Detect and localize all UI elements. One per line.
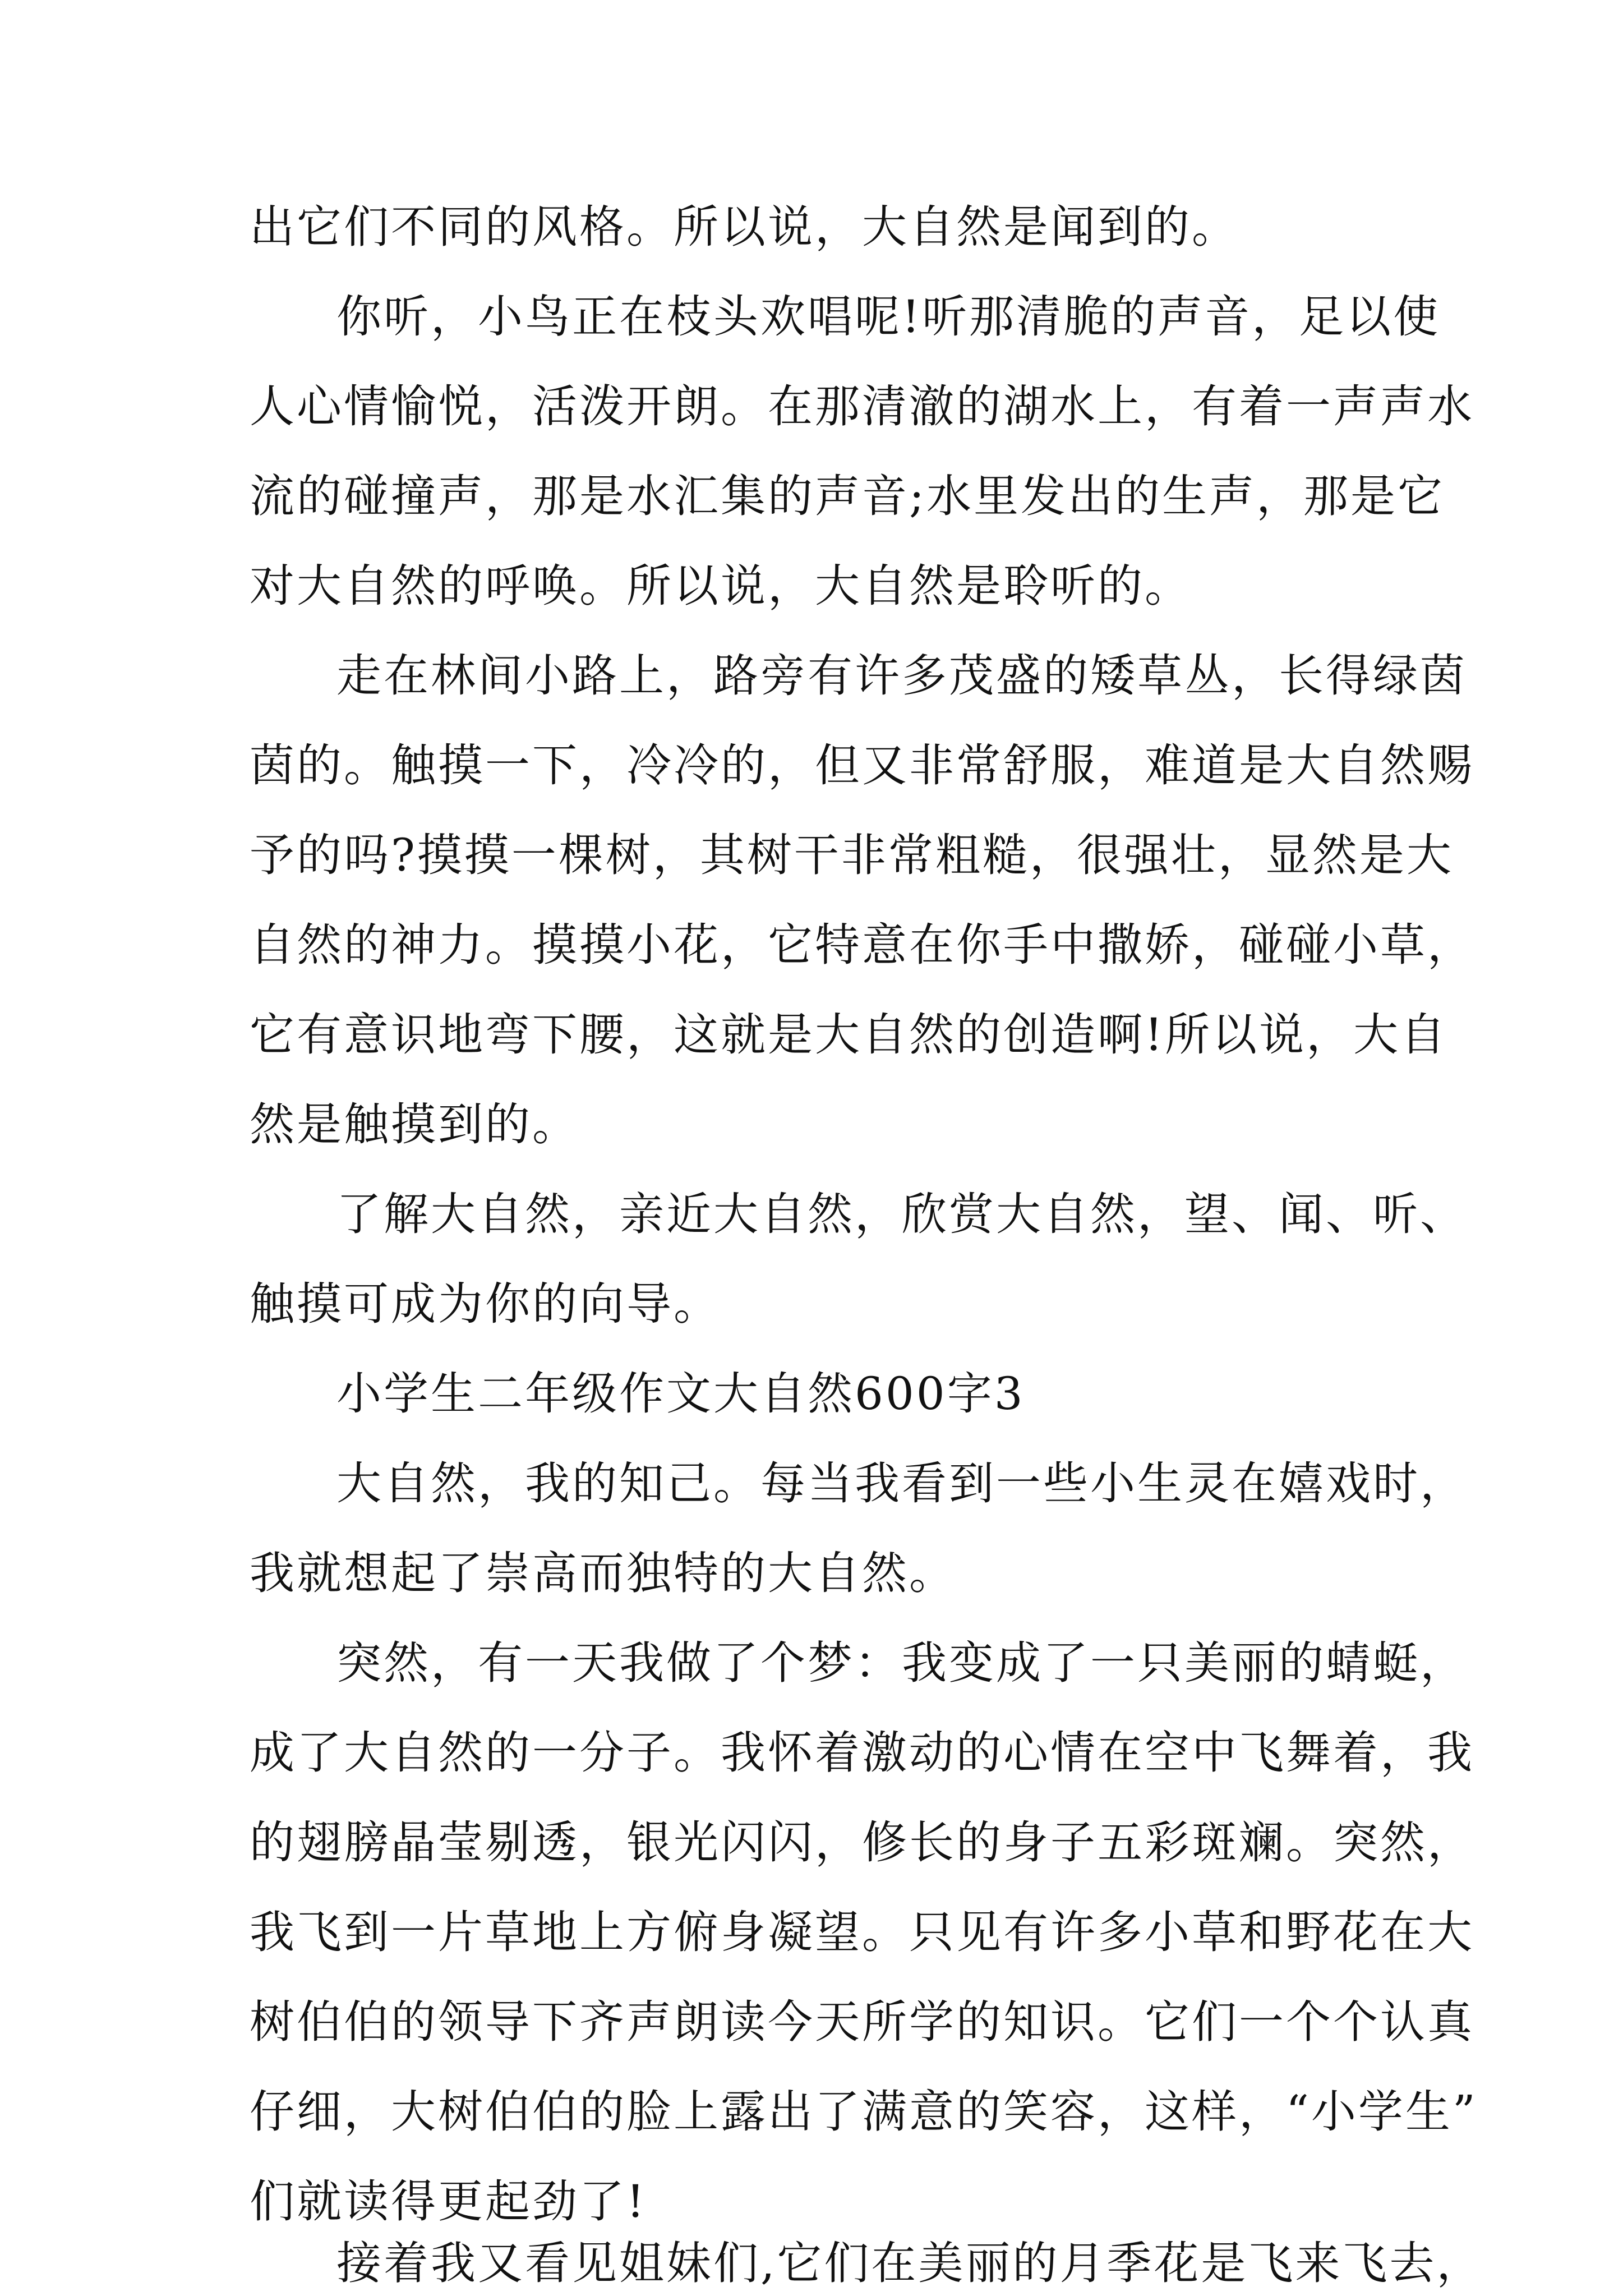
text-line: 的翅膀晶莹剔透，银光闪闪，修长的身子五彩斑斓。突然，	[250, 1816, 1474, 1869]
text-line: 茵的。触摸一下，冷冷的，但又非常舒服，难道是大自然赐	[250, 739, 1474, 792]
text-line: 我就想起了崇高而独特的大自然。	[250, 1547, 956, 1599]
paragraph-first-line: 走在林间小路上，路旁有许多茂盛的矮草丛，长得绿茵	[336, 650, 1467, 702]
text-line: 们就读得更起劲了!	[250, 2175, 647, 2228]
paragraph-first-line: 你听，小鸟正在枝头欢唱呢!听那清脆的声音，足以使	[336, 291, 1441, 343]
text-line: 流的碰撞声，那是水汇集的声音;水里发出的生声，那是它	[250, 470, 1445, 522]
text-line: 它有意识地弯下腰，这就是大自然的创造啊!所以说，大自	[250, 1009, 1448, 1061]
paragraph-first-line: 突然，有一天我做了个梦：我变成了一只美丽的蜻蜓，	[336, 1637, 1467, 1689]
text-line: 触摸可成为你的向导。	[250, 1278, 721, 1330]
text-line: 我飞到一片草地上方俯身凝望。只见有许多小草和野花在大	[250, 1906, 1474, 1958]
text-line: 然是触摸到的。	[250, 1098, 579, 1151]
text-line: 予的吗?摸摸一棵树，其树干非常粗糙，很强壮，显然是大	[250, 829, 1454, 881]
text-line: 仔细，大树伯伯的脸上露出了满意的笑容，这样，“小学生”	[250, 2086, 1478, 2138]
text-line: 成了大自然的一分子。我怀着激动的心情在空中飞舞着，我	[250, 1727, 1474, 1779]
text-line: 树伯伯的领导下齐声朗读今天所学的知识。它们一个个认真	[250, 1996, 1474, 2048]
paragraph-first-line: 大自然，我的知己。每当我看到一些小生灵在嬉戏时，	[336, 1457, 1467, 1510]
text-line: 自然的神力。摸摸小花，它特意在你手中撒娇，碰碰小草，	[250, 919, 1474, 971]
section-heading: 小学生二年级作文大自然600字3	[336, 1368, 1025, 1420]
text-line: 对大自然的呼唤。所以说，大自然是聆听的。	[250, 560, 1192, 612]
text-line: 出它们不同的风格。所以说，大自然是闻到的。	[250, 201, 1239, 253]
text-line: 人心情愉悦，活泼开朗。在那清澈的湖水上，有着一声声水	[250, 380, 1474, 432]
paragraph-first-line: 接着我又看见姐妹们,它们在美丽的月季花是飞来飞去，	[336, 2237, 1484, 2289]
paragraph-first-line: 了解大自然，亲近大自然，欣赏大自然，望、闻、听、	[336, 1188, 1467, 1240]
